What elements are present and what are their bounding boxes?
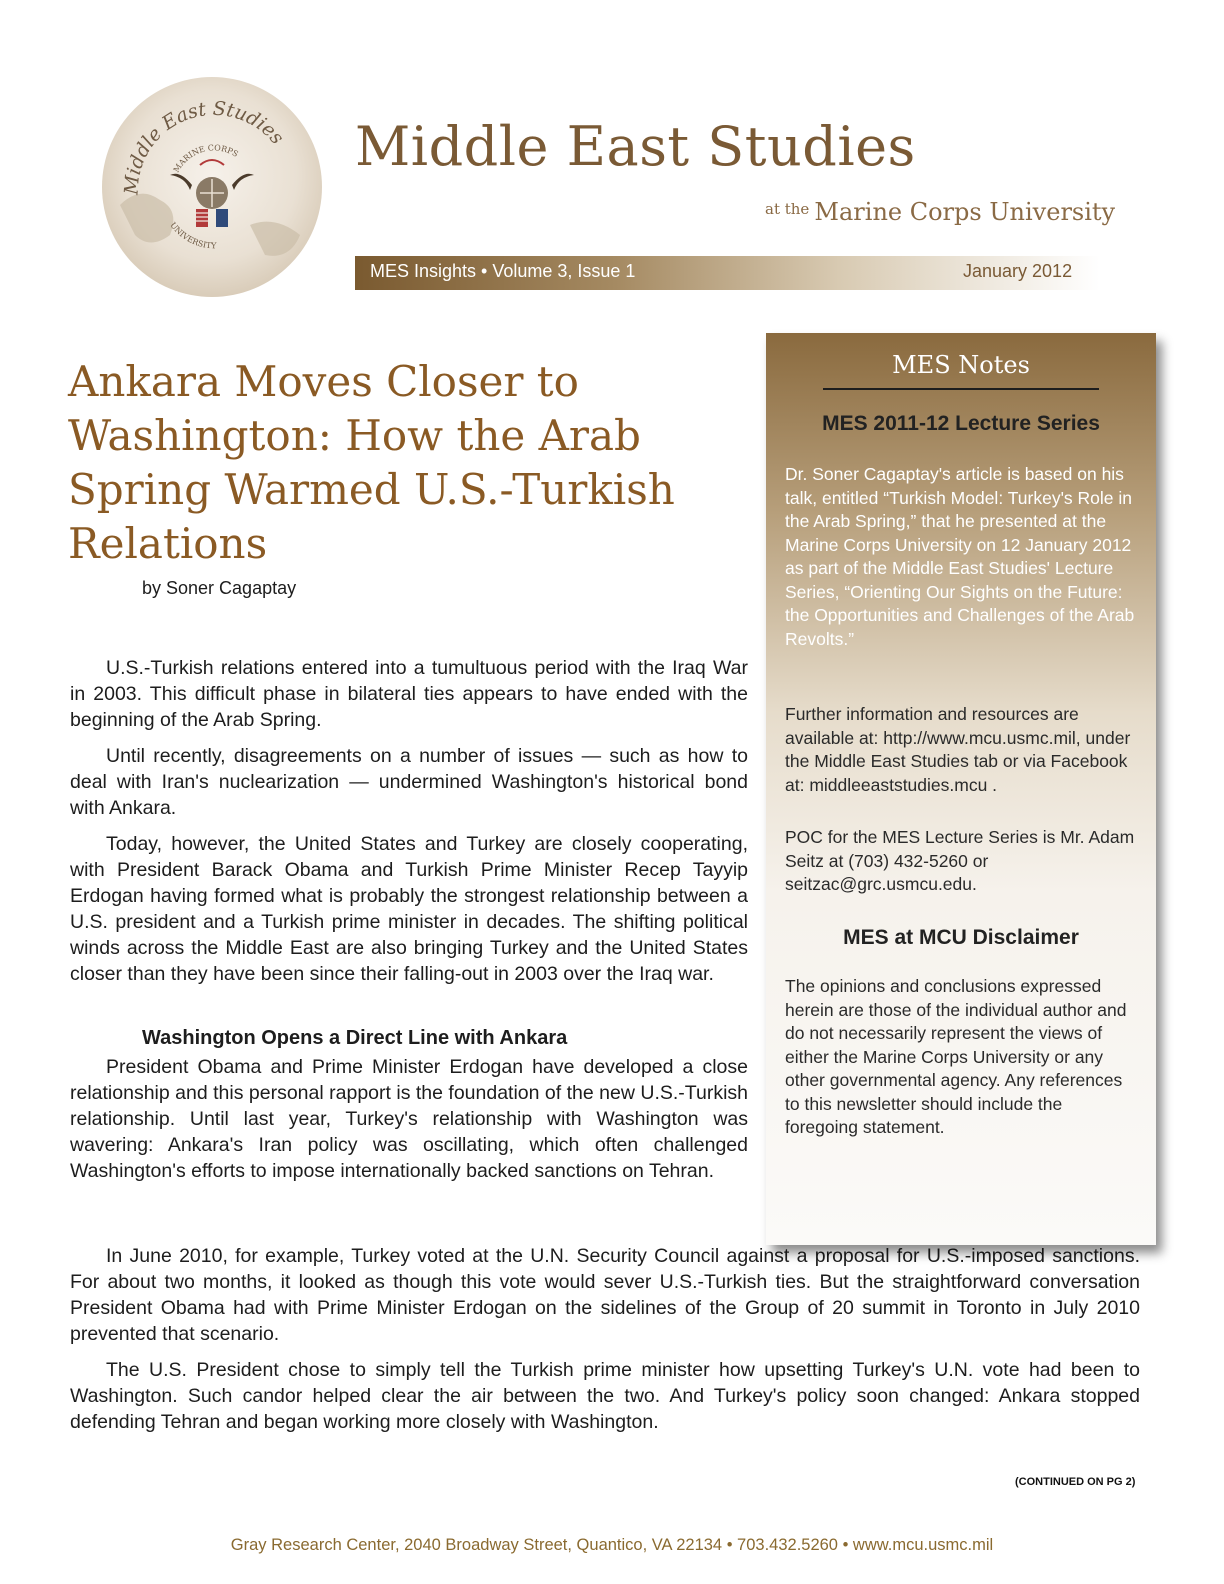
- disclaimer-text: The opinions and conclusions expressed herein are those of the individual author and do not necessarily represent the views of either the Marine Corps University or any other governmental agency. Any references to this newsletter should include the foregoing statement.: [785, 976, 1127, 1137]
- footer-address: Gray Research Center, 2040 Broadway Street, Quantico, VA 22134 • 703.432.5260 • www.mcu.usmc.mil: [230, 1536, 994, 1554]
- article-paragraph: Today, however, the United States and Turkey are closely cooperating, with President Barack Obama and Turkish Prime Minister Recep Tayyip Erdogan having formed what is probably the strongest relationship between a U.S. president and a Turkish prime minister in decades. The shifting political winds across the Middle East are also bringing Turkey and the United States closer than they have been since their falling-out in 2003 over the Iraq war.: [70, 833, 748, 985]
- article-paragraph: U.S.-Turkish relations entered into a tumultuous period with the Iraq War in 2003. This difficult phase in bilateral ties appears to have ended with the beginning of the Arab Spring.: [70, 657, 748, 731]
- masthead-subtitle: [765, 198, 1115, 226]
- article-byline: by Soner Cagaptay: [142, 578, 297, 598]
- svg-text:MARINE CORPS: MARINE CORPS: [171, 143, 240, 175]
- poc-text: POC for the MES Lecture Series is Mr. Adam Seitz at (703) 432-5260 or seitzac@grc.usmcu.edu.: [785, 827, 1135, 894]
- article-paragraph: Until recently, disagreements on a number of issues — such as how to deal with Iran's nuclearization — undermined Washington's historical bond with Ankara.: [70, 745, 748, 819]
- issue-label: MES Insights • Volume 3, Issue 1: [370, 261, 636, 281]
- continued-note: (CONTINUED ON PG 2): [1015, 1476, 1136, 1488]
- disclaimer-heading: MES at MCU Disclaimer: [843, 926, 1079, 949]
- article-headline: Ankara Moves Closer to Washington: How the Arab Spring Warmed U.S.-Turkish Relations: [68, 357, 675, 568]
- sidebar-title: MES Notes: [892, 351, 1030, 379]
- masthead-title: Middle East Studies: [355, 115, 916, 178]
- article-paragraph: The U.S. President chose to simply tell the Turkish prime minister how upsetting Turkey's U.N. vote had been to Washington. Such candor helped clear the air between the two. And Turkey's policy soon changed: Ankara stopped defending Tehran and began working more closely with Washington.: [70, 1359, 1140, 1433]
- mes-logo: [100, 75, 325, 300]
- info-text: Further information and resources are available at: http://www.mcu.usmc.mil, under the Middle East Studies tab or via Facebook at: middleeaststudies.mcu .: [785, 704, 1131, 795]
- article-full-width: [70, 1243, 1140, 1445]
- masthead-at-the: at the: [765, 200, 810, 218]
- logo-ring-text: Middle East Studies: [120, 97, 289, 196]
- lecture-series-heading: MES 2011-12 Lecture Series: [822, 412, 1100, 435]
- masthead-institution: Marine Corps University: [814, 198, 1116, 226]
- lecture-series-text: Dr. Soner Cagaptay's article is based on his talk, entitled “Turkish Model: Turkey's Role in the Arab Spring,” that he presented at the Marine Corps University on 12 January 2012 as part of the Middle East Studies' Lecture Series, “Orienting Our Sights on the Future: the Opportunities and Challenges of the Arab Revolts.”: [785, 464, 1135, 649]
- article-column-left: [70, 655, 748, 1194]
- section-subhead: Washington Opens a Direct Line with Ankara: [142, 1027, 568, 1049]
- sidebar-divider: [823, 388, 1099, 390]
- article-paragraph: President Obama and Prime Minister Erdogan have developed a close relationship and this personal rapport is the foundation of the new U.S.-Turkish relationship. Until last year, Turkey's relationship with Washington was wavering: Ankara's Iran policy was oscillating, which often challenged Washington's efforts to impose internationally backed sanctions on Tehran.: [70, 1056, 748, 1182]
- article-paragraph: In June 2010, for example, Turkey voted at the U.N. Security Council against a proposal for U.S.-imposed sanctions. For about two months, it looked as though this vote would sever U.S.-Turkish ties. But the straightforward conversation President Obama had with Prime Minister Erdogan on the sidelines of the Group of 20 summit in Toronto in July 2010 prevented that scenario.: [70, 1245, 1140, 1345]
- issue-date: January 2012: [963, 261, 1073, 281]
- svg-text:UNIVERSITY: UNIVERSITY: [168, 220, 217, 251]
